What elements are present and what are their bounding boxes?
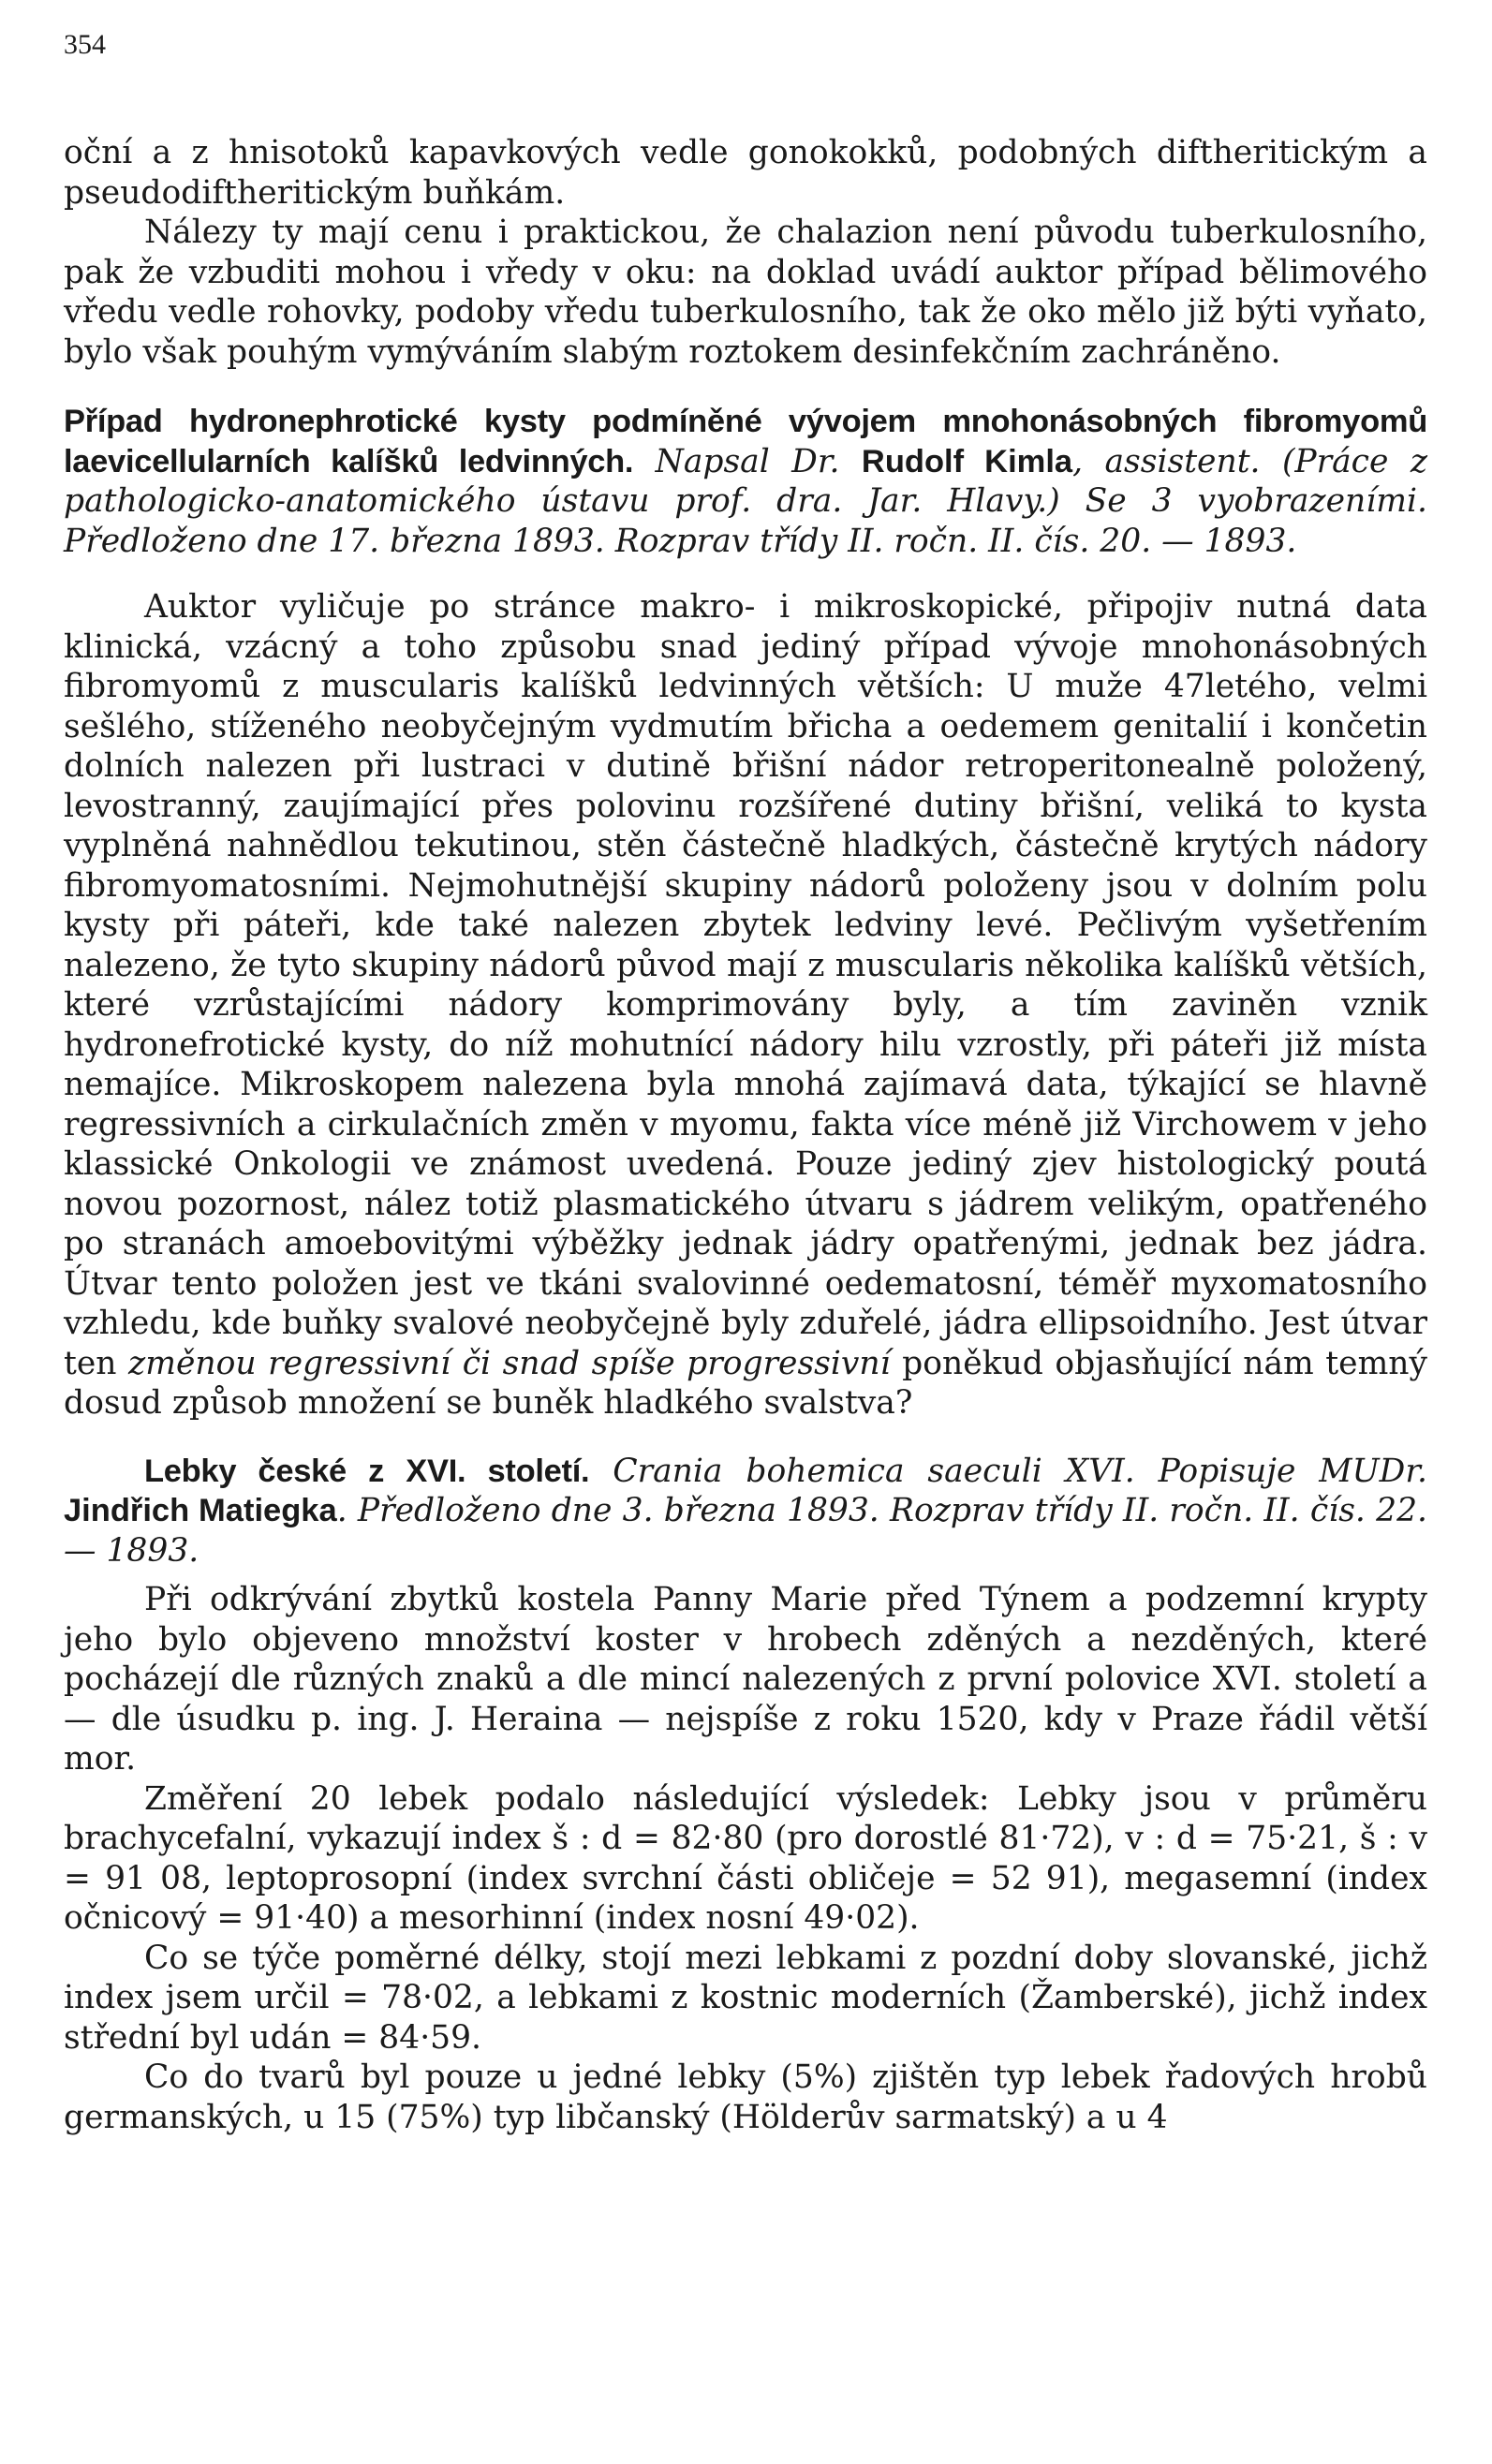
article-1-body: [64, 587, 1427, 1424]
continuation-paragraph-2: Nálezy ty mají cenu i praktickou, že chalazion není původu tuberkulosního, pak že vzbuditi mohou i vředy v oku: na doklad uvádí auktor případ bělimového vředu vedle rohovky, podoby vředu tuberkulosního, tak že oko mělo již býti vyňato, bylo však pouhým vymýváním slabým roztokem desinfekčním zachráněno.: [64, 214, 1427, 371]
article-2-paragraph-1: Při odkrývání zbytků kostela Panny Marie před Týnem a podzemní krypty jeho bylo objeveno množství koster v hrobech zděných a nezděných, které pocházejí dle různých znaků a dle mincí nalezených z první polovice XVI. století a — dle úsudku p. ing. J. Heraina — nejspíše z roku 1520, kdy v Praze řádil větší mor.: [64, 1581, 1427, 1778]
article-2-latin: Crania bohemica saeculi XVI. Popisuje MUDr.: [613, 1452, 1428, 1490]
article-1-author-prefix: Napsal Dr.: [655, 442, 840, 480]
article-1-author: Rudolf Kimla: [861, 443, 1073, 480]
article-1-body-italic: změnou regressivní či snad spíše progressivní: [128, 1344, 891, 1382]
article-1-body-end: poněkud objasňující nám temný dosud způsob množení se buněk hladkého svalstva?: [64, 1344, 1427, 1422]
article-2-title: Lebky české z XVI. století.: [144, 1453, 590, 1489]
article-2-author: Jindřich Matiegka: [64, 1493, 337, 1528]
article-1-author-role: , assistent.: [1072, 442, 1261, 480]
article-2-source: . Předloženo dne 3. března 1893. Rozprav třídy II. ročn. II. čís. 22. — 1893.: [64, 1492, 1427, 1570]
article-1-title: Případ hydronephrotické kysty podmíněné vývojem mnohonásobných fibromyomů laevicellularních kalíšků ledvinných.: [64, 404, 1427, 480]
page-number: 354: [64, 29, 106, 60]
article-2-heading: [64, 1452, 1427, 1571]
article-1-body-text: Auktor vyličuje po stránce makro- i mikroskopické, připojiv nutná data klinická, vzácný a toho způsobu snad jediný případ vývoje mnohonásobných fibromyomů z muscularis kalíšků ledvinných větších: U muže 47letého, velmi sešlého, stíženého neobyčejným vydmutím břicha a oedemem genitalií i končetin dolních nalezen při lustraci v dutině břišní nádor retroperitonealně položený, levostranný, zaujímající přes polovinu rozšířené dutiny břišní, veliká to kysta vyplněná nahnědlou tekutinou, stěn částečně hladkých, částečně krytých nádory fibromyomatosními. Nejmohutnější skupiny nádorů položeny jsou v dolním polu kysty při páteři, kde také nalezen zbytek ledviny levé. Pečlivým vyšetřením nalezeno, že tyto skupiny nádorů původ mají z muscularis několika kalíšků větších, které vzrůstajícími nádory komprimovány byly, a tím zaviněn vznik hydronefrotické kysty, do níž mohutnící nádory hilu vzrostly, při páteři již místa nemajíce. Mikroskopem nalezena byla mnohá zajímavá data, týkající se hlavně regressivních a cirkulačních změn v myomu, fakta více méně již Virchowem v jeho klassické Onkologii ve známost uvedená. Pouze jediný zjev histologický poutá novou pozornost, nález totiž plasmatického útvaru s jádrem velikým, opatřeného po stranách amoebovitými výběžky jednak jádry opatřenými, jednak bez jádra. Útvar tento položen jest ve tkáni svalovinné oedematosní, téměř myxomatosního vzhledu, kde buňky svalové neobyčejně byly zduřelé, jádra ellipsoidního. Jest útvar ten: [64, 588, 1427, 1382]
continuation-paragraph-1: oční a z hnisotoků kapavkových vedle gonokokků, podobných diftheritickým a pseudodiftheritickým buňkám.: [64, 134, 1427, 212]
article-2-paragraph-3: Co se týče poměrné délky, stojí mezi lebkami z pozdní doby slovanské, jichž index jsem určil = 78·02, a lebkami z kostnic moderních (Žamberské), jichž index střední byl udán = 84·59.: [64, 1939, 1427, 2057]
article-1-heading: [64, 402, 1427, 561]
article-2-heading-text: [64, 1452, 1427, 1571]
document-page: [64, 28, 1427, 2137]
article-2-paragraph-4: Co do tvarů byl pouze u jedné lebky (5%) zjištěn typ lebek řadových hrobů germanských, u 15 (75%) typ libčanský (Hölderův sarmatský) a u 4: [64, 2058, 1427, 2136]
article-2-paragraph-2: Změření 20 lebek podalo následující výsledek: Lebky jsou v průměru brachycefalní, vykazují index š : d = 82·80 (pro dorostlé 81·72), v : d = 75·21, š : v = 91 08, leptoprosopní (index svrchní části obličeje = 52 91), megasemní (index očnicový = 91·40) a mesorhinní (index nosní 49·02).: [64, 1779, 1427, 1937]
article-1-source: (Práce z pathologicko-anatomického ústavu prof. dra. Jar. Hlavy.) Se 3 vyobrazeními. Předloženo dne 17. března 1893. Rozprav třídy II. ročn. II. čís. 20. — 1893.: [64, 442, 1427, 560]
article-1-heading-text: [64, 402, 1427, 561]
